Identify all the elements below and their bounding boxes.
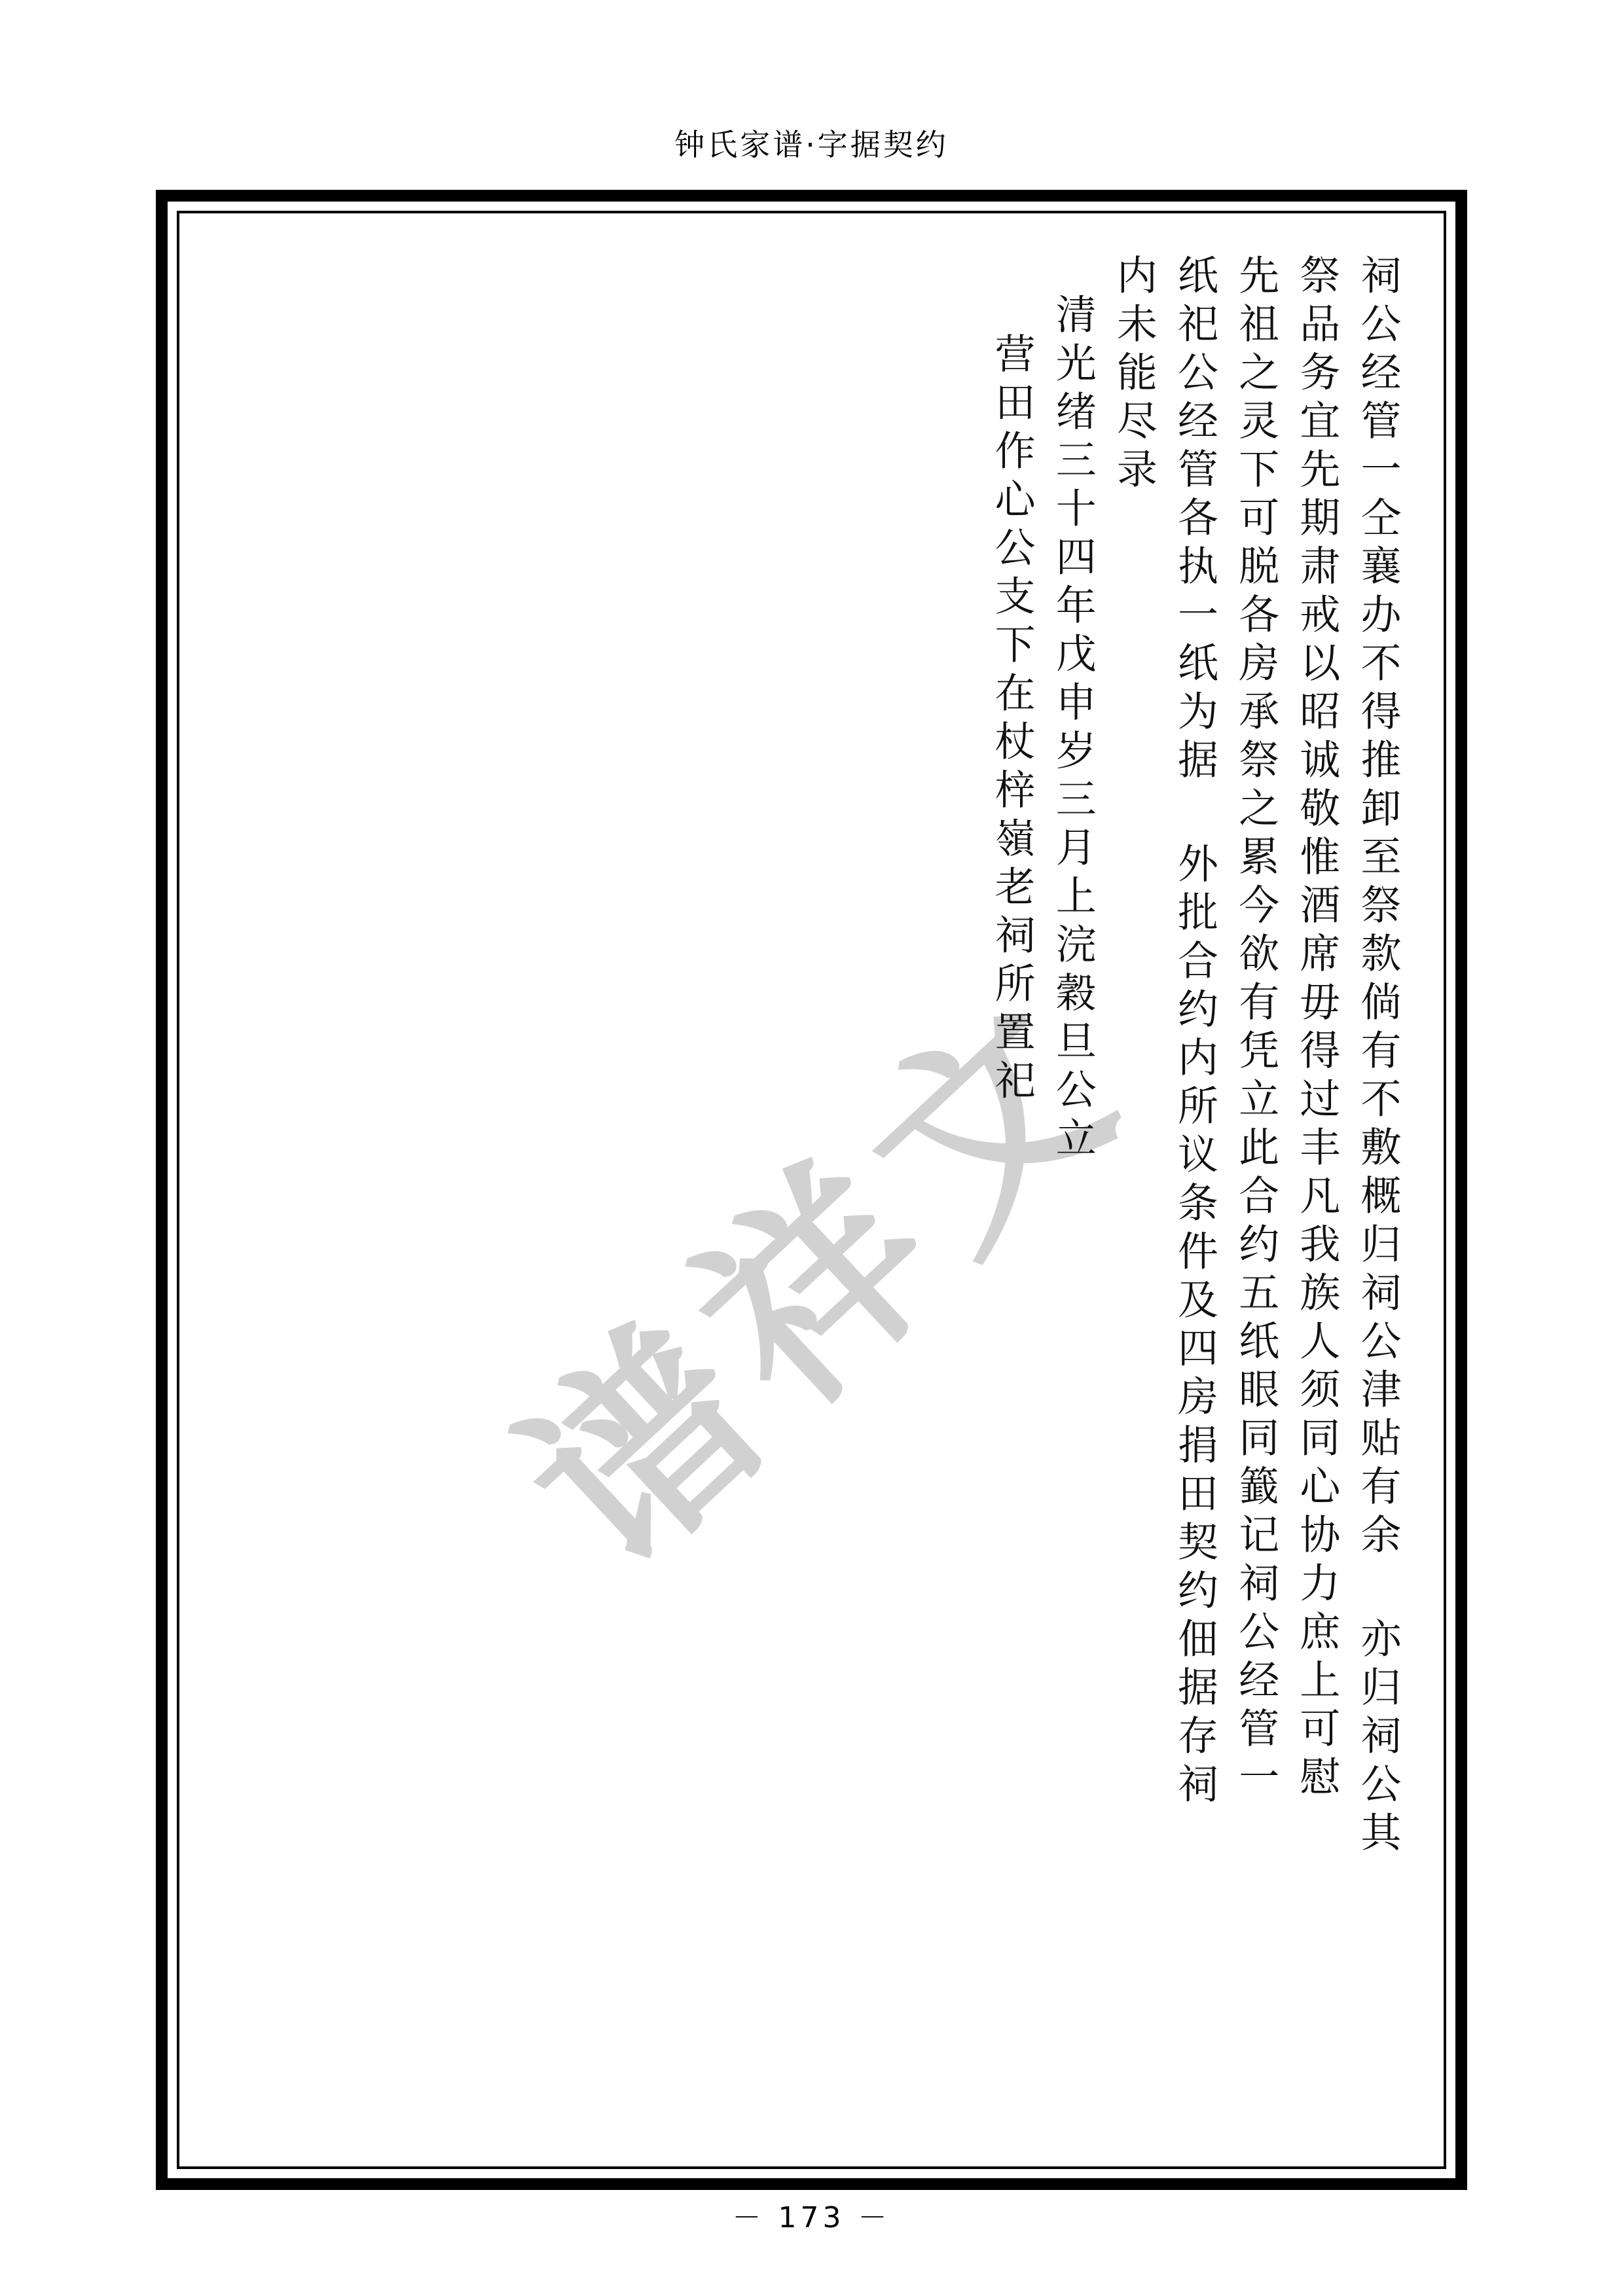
- page-header-title: 钟氏家谱·字据契约: [674, 127, 949, 162]
- page-number: － 173 －: [732, 2201, 891, 2234]
- text-column-2: 祭品务宜先期肃戒以昭诚敬惟酒席毋得过丰凡我族人须同心协力庶上可慰: [1292, 254, 1341, 1804]
- watermark-text: 谱祥文: [479, 948, 1169, 1615]
- text-column-4: 纸祀公经管各执一纸为据 外批合约内所议条件及四房捐田契约佃据存祠: [1171, 254, 1219, 1811]
- text-column-3: 先祖之灵下可脱各房承祭之累今欲有凭立此合约五纸眼同籖记祠公经管一: [1231, 254, 1280, 1804]
- vertical-text-block: [221, 254, 1402, 2140]
- content-frame-outer: [156, 190, 1467, 2190]
- text-column-1: 祠公经管一仝襄办不得推卸至祭歀倘有不敷概归祠公津贴有余 亦归祠公其: [1354, 254, 1402, 1859]
- text-column-6: 清光绪三十四年戊申岁三月上浣穀旦公立: [1049, 293, 1097, 1165]
- text-column-5: 内未能尽录: [1110, 254, 1158, 496]
- text-column-7: 营田作心公支下在杖梓嶺老祠所置祀: [988, 332, 1036, 1107]
- content-frame-inner: [177, 211, 1446, 2169]
